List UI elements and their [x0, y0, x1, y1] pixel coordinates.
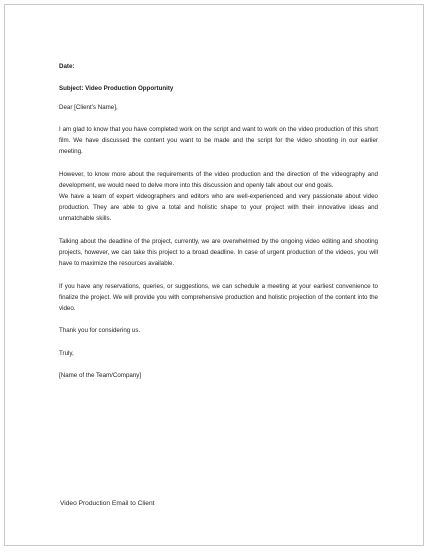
signature: [Name of the Team/Company]	[59, 372, 142, 380]
valediction: Truly,	[59, 349, 74, 357]
paragraph-team: We have a team of expert videographers and editors who are well-experienced and very passionate about video production. They are able to give a total and holistic shape to your project with their innovative ideas and unmatchable skills.	[59, 193, 378, 223]
paragraph-deadline: Talking about the deadline of the project, currently, we are overwhelmed by the ongoing video editing and shooting projects, however, we can take this project to a broad deadline. In case of urgent production of the videos, you will have to maximize the resources available.	[59, 237, 378, 268]
subject-line: Subject: Video Production Opportunity	[59, 85, 174, 93]
paragraph-intro: I am glad to know that you have completed work on the script and want to work on the video production of this short film. We have discussed the content you want to be made and the script for the video shooting in our earlier meeting.	[59, 125, 378, 156]
thanks-line: Thank you for considering us.	[59, 327, 141, 335]
paragraph-requirements: However, to know more about the requirements of the video production and the direction of the videography and development, we would need to delve more into this discussion and openly talk about our end goals.	[59, 170, 378, 189]
document-footer-caption: Video Production Email to Client	[60, 500, 155, 507]
document-page	[4, 4, 424, 546]
letter-body	[59, 61, 378, 381]
greeting: Dear [Client’s Name],	[59, 103, 118, 111]
paragraph-meeting: If you have any reservations, queries, or suggestions, we can schedule a meeting at your earliest convenience to finalize the project. We will provide you with comprehensive production and holistic projection of the content into the video.	[59, 282, 378, 312]
date-label: Date:	[59, 63, 75, 70]
